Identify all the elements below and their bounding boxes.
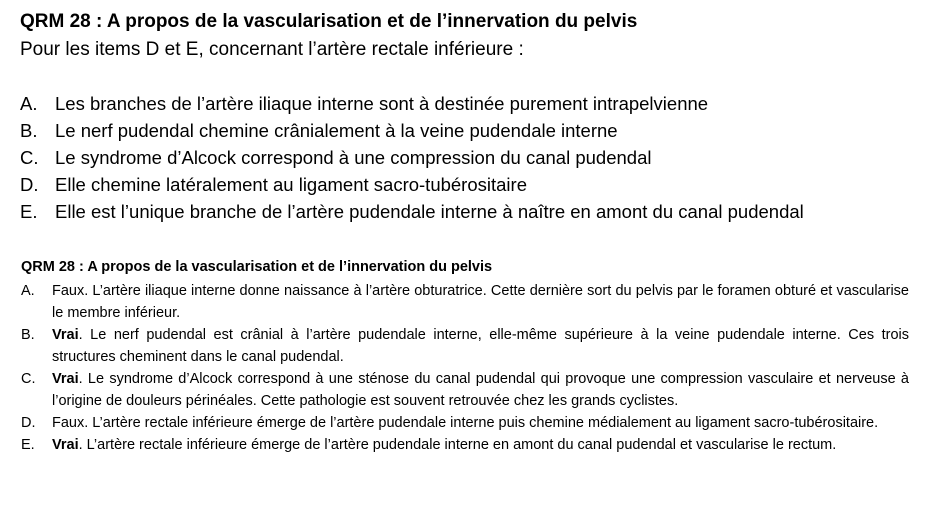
answer-explanation: L’artère rectale inférieure émerge de l’artère pudendale interne puis chemine médialement au ligament sacro-tubérositaire. (88, 415, 879, 431)
answer-item-c (21, 368, 909, 412)
option-text: Elle est l’unique branche de l’artère pudendale interne à naître en amont du canal pudendal (55, 201, 804, 222)
question-option-a (20, 92, 910, 119)
answer-explanation: L’artère iliaque interne donne naissance à l’artère obturatrice. Cette dernière sort du pelvis par le foramen obturé et vascularise le membre inférieur. (52, 283, 909, 321)
option-letter: D. (20, 174, 39, 195)
option-letter: B. (20, 120, 38, 141)
answer-verdict: Vrai (52, 437, 79, 453)
question-option-d (20, 173, 910, 200)
answer-item-e (21, 434, 909, 456)
question-stem: Pour les items D et E, concernant l’artère rectale inférieure : (20, 39, 524, 60)
answer-item-b (21, 324, 909, 368)
answer-explanation: . Le syndrome d’Alcock correspond à une sténose du canal pudendal qui provoque une compression vasculaire et nerveuse à l’origine de douleurs périnéales. Cette pathologie est souvent retrouvée chez les grands cyclistes. (52, 371, 909, 409)
question-title: QRM 28 : A propos de la vascularisation et de l’innervation du pelvis (20, 11, 638, 32)
answer-verdict: Vrai (52, 371, 79, 387)
option-letter: A. (20, 93, 38, 114)
option-text: Elle chemine latéralement au ligament sacro-tubérositaire (55, 174, 527, 195)
answer-letter: A. (21, 283, 35, 299)
option-letter: C. (20, 147, 39, 168)
answer-letter: D. (21, 415, 36, 431)
answer-explanation: . Le nerf pudendal est crânial à l’artère pudendale interne, elle-même supérieure à la veine pudendale interne. Ces trois structures cheminent dans le canal pudendal. (52, 327, 909, 365)
option-letter: E. (20, 201, 38, 222)
answers-list (21, 280, 909, 456)
answer-item-a (21, 280, 909, 324)
answer-letter: B. (21, 327, 35, 343)
answer-letter: E. (21, 437, 35, 453)
answer-explanation: . L’artère rectale inférieure émerge de l’artère pudendale interne en amont du canal pudendal et vascularise le rectum. (78, 437, 837, 453)
option-text: Le syndrome d’Alcock correspond à une compression du canal pudendal (55, 147, 652, 168)
option-text: Les branches de l’artère iliaque interne sont à destinée purement intrapelvienne (55, 93, 709, 114)
answer-item-d (21, 412, 909, 434)
answer-verdict: Faux. (52, 283, 89, 299)
answer-letter: C. (21, 371, 36, 387)
answer-verdict: Vrai (52, 327, 79, 343)
question-option-e (20, 200, 910, 227)
answers-title: QRM 28 : A propos de la vascularisation et de l’innervation du pelvis (21, 259, 493, 275)
question-options-list (20, 92, 910, 227)
option-text: Le nerf pudendal chemine crânialement à la veine pudendale interne (55, 120, 618, 141)
answer-verdict: Faux. (52, 415, 89, 431)
question-option-b (20, 119, 910, 146)
question-option-c (20, 146, 910, 173)
